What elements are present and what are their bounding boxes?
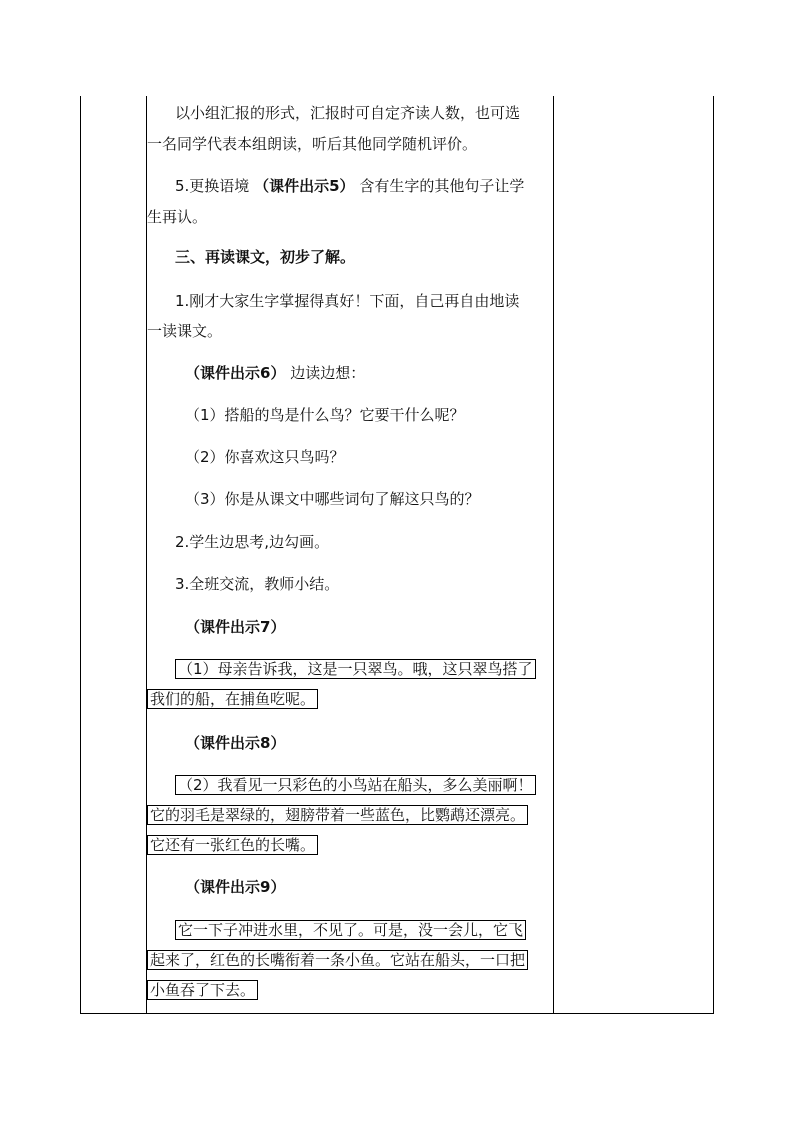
- courseware-label: （课件出示7）: [185, 618, 286, 636]
- section-heading: 三、再读课文，初步了解。: [175, 248, 356, 266]
- table-right-border: [713, 96, 714, 1014]
- step-label: 5.更换语境: [175, 177, 250, 195]
- question-3: （3）你是从课文中哪些词句了解这只鸟的？: [185, 490, 480, 508]
- quote-line: [175, 658, 536, 680]
- text-line: 1.刚才大家生字掌握得真好！下面，自己再自由地读: [175, 292, 520, 310]
- quote-line: [175, 774, 536, 796]
- courseware-label: （课件出示9）: [185, 878, 286, 896]
- quote-box: （1）母亲告诉我，这是一只翠鸟。哦，这只翠鸟搭了: [175, 659, 536, 679]
- quote-box: 它的羽毛是翠绿的，翅膀带着一些蓝色，比鹦鹉还漂亮。: [147, 805, 528, 825]
- text-line: 一读课文。: [147, 322, 223, 340]
- step-text: 边读边想：: [290, 364, 366, 382]
- quote-line: [147, 834, 318, 856]
- courseware-label: （课件出示5）: [254, 177, 355, 195]
- quote-box: 它一下子冲进水里，不见了。可是，没一会儿，它飞: [175, 920, 526, 940]
- table-bottom-border: [80, 1013, 713, 1014]
- quote-line: [147, 979, 258, 1001]
- quote-line: [147, 949, 528, 971]
- table-inner-border-left: [146, 96, 147, 1014]
- text-line: [175, 175, 524, 197]
- quote-line: [175, 919, 526, 941]
- text-line: 3.全班交流，教师小结。: [175, 575, 340, 593]
- table-inner-border-right: [553, 96, 554, 1014]
- quote-box: 我们的船，在捕鱼吃呢。: [147, 689, 318, 709]
- text-line: 一名同学代表本组朗读，听后其他同学随机评价。: [147, 135, 478, 153]
- courseware-label: （课件出示6）: [185, 364, 286, 382]
- quote-box: 小鱼吞了下去。: [147, 980, 258, 1000]
- quote-line: [147, 804, 528, 826]
- courseware-label: （课件出示8）: [185, 734, 286, 752]
- question-1: （1）搭船的鸟是什么鸟？它要干什么呢？: [185, 406, 465, 424]
- table-left-border: [80, 96, 81, 1014]
- quote-box: （2）我看见一只彩色的小鸟站在船头，多么美丽啊！: [175, 775, 536, 795]
- step-text: 含有生字的其他句子让学: [359, 177, 525, 195]
- text-line: 2.学生边思考,边勾画。: [175, 533, 330, 551]
- text-line: 生再认。: [147, 208, 208, 226]
- question-2: （2）你喜欢这只鸟吗？: [185, 448, 345, 466]
- text-line: 以小组汇报的形式，汇报时可自定齐读人数，也可选: [175, 104, 521, 122]
- quote-line: [147, 688, 318, 710]
- quote-box: 它还有一张红色的长嘴。: [147, 835, 318, 855]
- quote-box: 起来了，红色的长嘴衔着一条小鱼。它站在船头，一口把: [147, 950, 528, 970]
- text-line: [185, 362, 365, 384]
